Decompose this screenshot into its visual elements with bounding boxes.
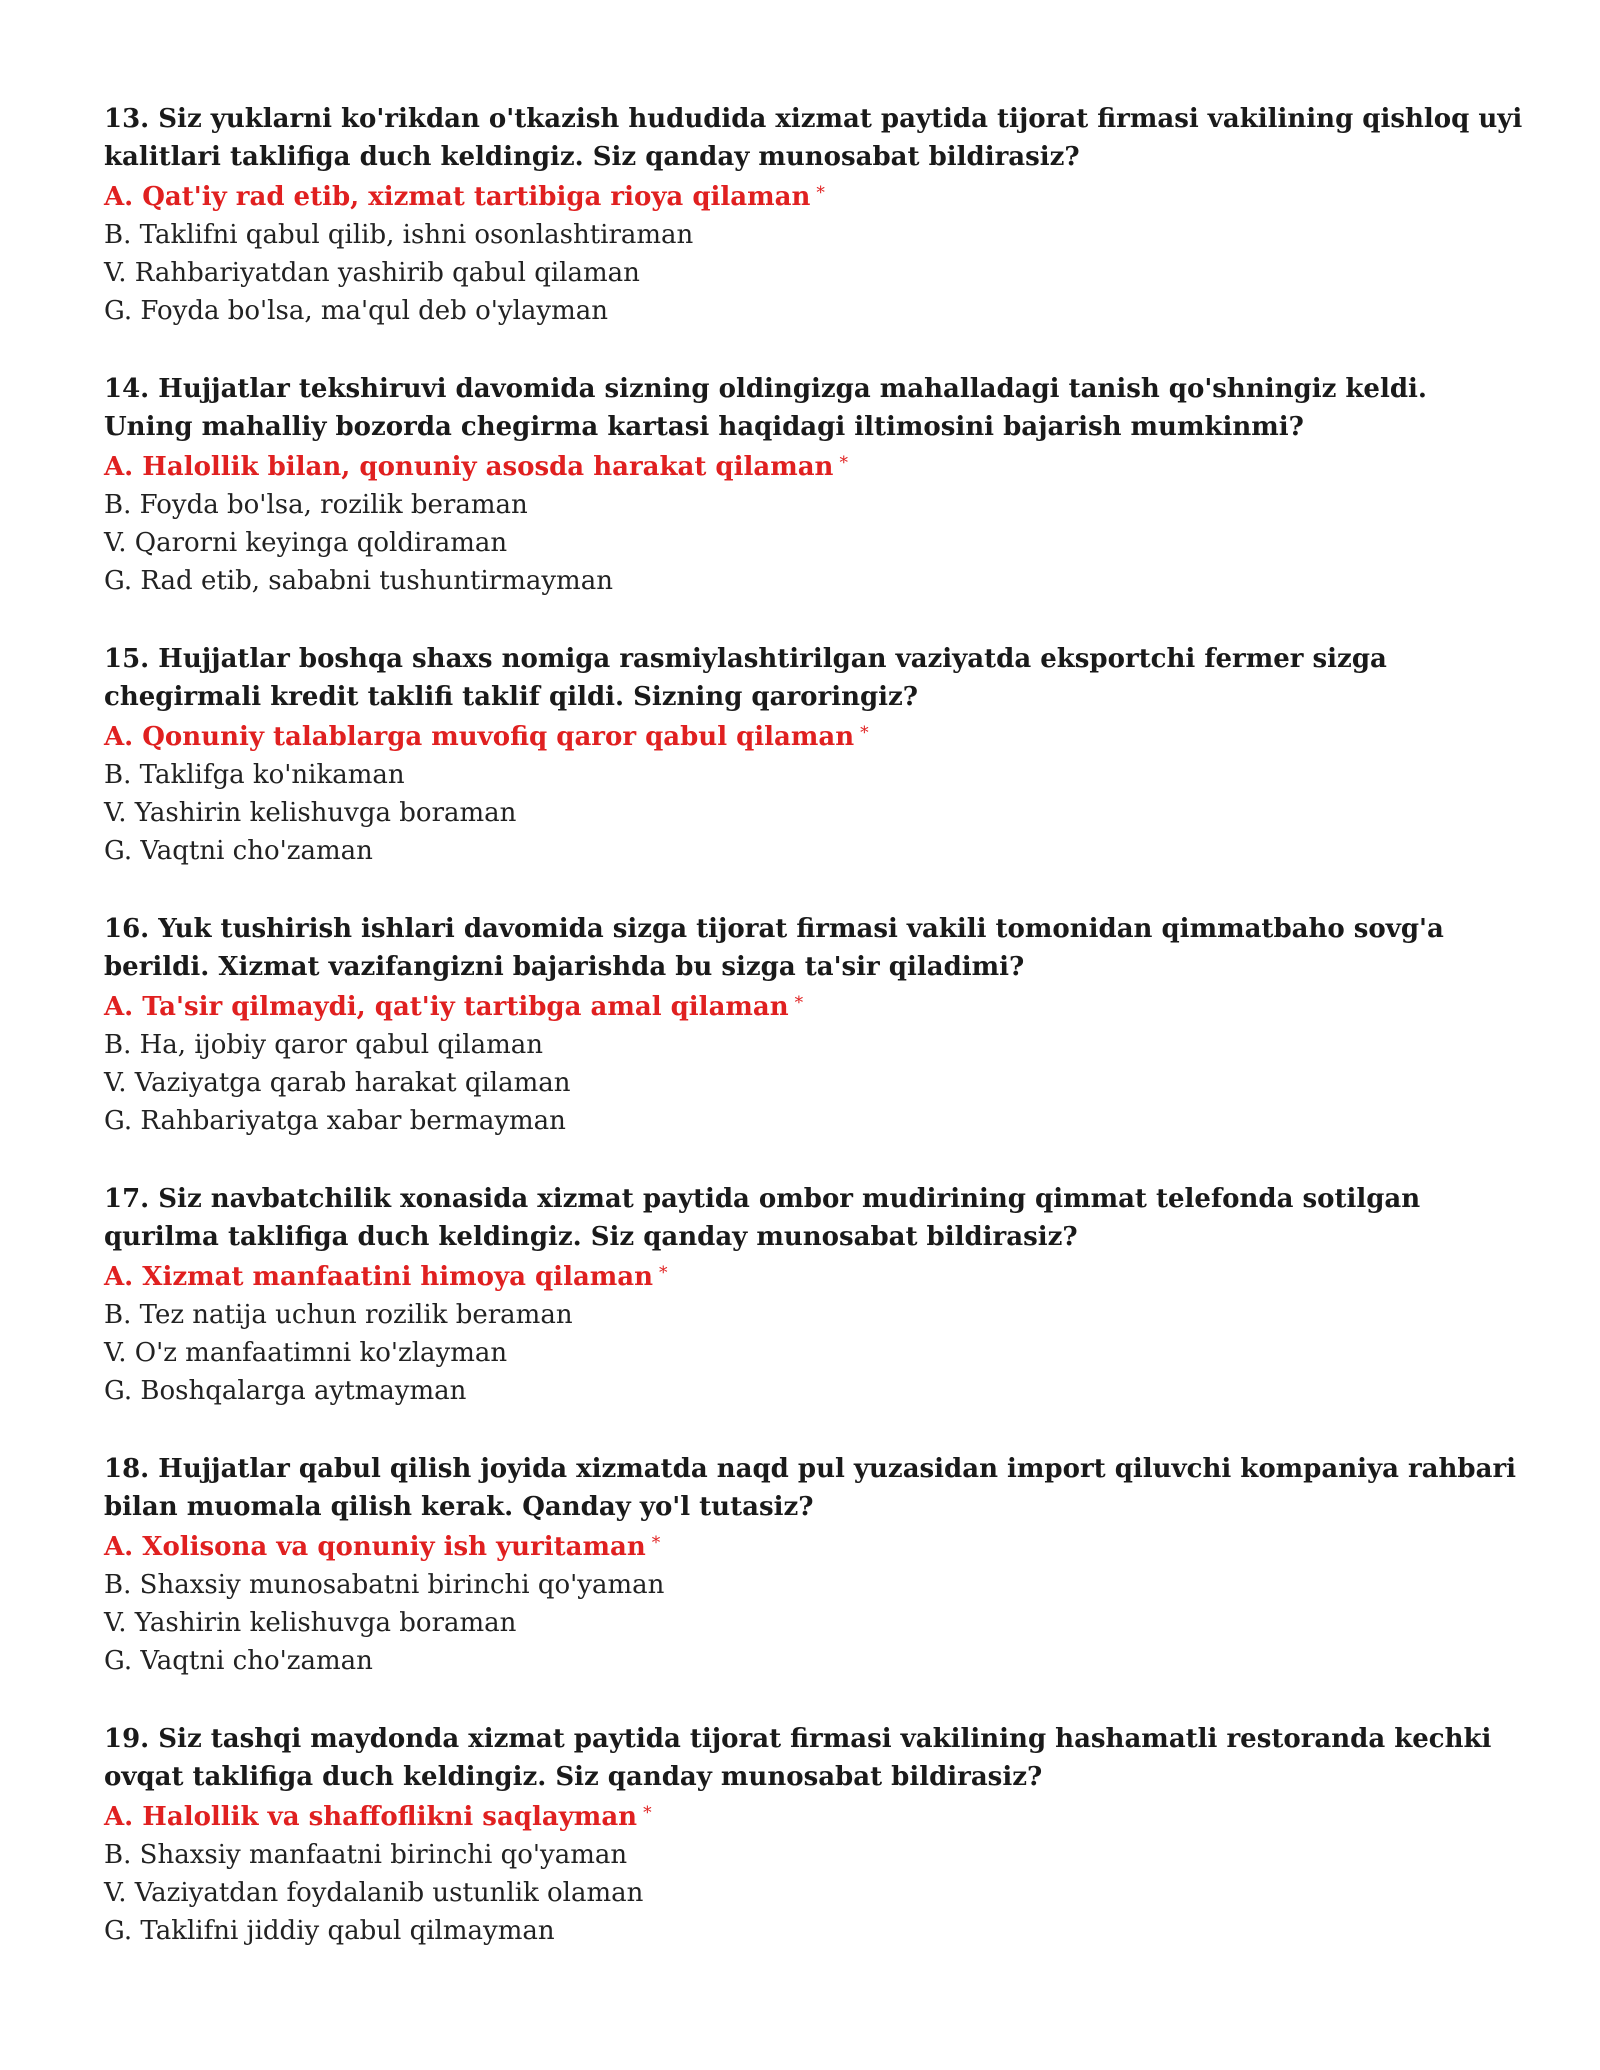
correct-answer-option	[104, 1798, 1524, 1836]
correct-answer-option	[104, 1258, 1524, 1296]
question-block-17	[104, 1180, 1524, 1410]
option-label: A. Ta'sir qilmaydi, qat'iy tartibga amal qilaman	[104, 992, 789, 1022]
question-text: 16. Yuk tushirish ishlari davomida sizga tijorat firmasi vakili tomonidan qimmatbaho sovg'a berildi. Xizmat vazifangizni bajarishda bu sizga ta'sir qiladimi?	[104, 914, 1444, 982]
answer-option-v: V. Yashirin kelishuvga boraman	[104, 798, 517, 828]
answer-option-g: G. Taklifni jiddiy qabul qilmayman	[104, 1916, 555, 1946]
answer-option-v: V. Vaziyatga qarab harakat qilaman	[104, 1068, 571, 1098]
option-label: A. Xolisona va qonuniy ish yuritaman	[104, 1532, 646, 1562]
answer-option-b: B. Taklifni qabul qilib, ishni osonlashtiraman	[104, 220, 694, 250]
option-label: A. Halollik bilan, qonuniy asosda harakat qilaman	[104, 452, 834, 482]
question-block-13	[104, 100, 1524, 330]
question-text: 19. Siz tashqi maydonda xizmat paytida tijorat firmasi vakilining hashamatli restoranda kechki ovqat taklifiga duch keldingiz. Siz qanday munosabat bildirasiz?	[104, 1724, 1492, 1792]
answer-option-g: G. Rad etib, sababni tushuntirmayman	[104, 566, 613, 596]
correct-mark: *	[659, 1263, 668, 1283]
correct-mark: *	[839, 453, 848, 473]
correct-mark: *	[651, 1533, 661, 1553]
correct-answer-option	[104, 1528, 1524, 1566]
answer-option-b: B. Tez natija uchun rozilik beraman	[104, 1300, 573, 1330]
question-block-18	[104, 1450, 1524, 1680]
correct-mark: *	[643, 1803, 652, 1823]
answer-option-v: V. Yashirin kelishuvga boraman	[104, 1608, 517, 1638]
quiz-page	[104, 100, 1524, 1990]
correct-mark: *	[816, 183, 825, 203]
question-text: 13. Siz yuklarni ko'rikdan o'tkazish hududida xizmat paytida tijorat firmasi vakilining qishloq uyi kalitlari taklifiga duch keldingiz. Siz qanday munosabat bildirasiz?	[104, 104, 1523, 172]
answer-option-b: B. Shaxsiy manfaatni birinchi qo'yaman	[104, 1840, 628, 1870]
answer-option-g: G. Rahbariyatga xabar bermayman	[104, 1106, 566, 1136]
answer-option-g: G. Vaqtni cho'zaman	[104, 836, 373, 866]
option-label: A. Halollik va shaffoflikni saqlayman	[104, 1802, 638, 1832]
question-block-15	[104, 640, 1524, 870]
question-text: 18. Hujjatlar qabul qilish joyida xizmatda naqd pul yuzasidan import qiluvchi kompaniya rahbari bilan muomala qilish kerak. Qanday yo'l tutasiz?	[104, 1454, 1517, 1522]
answer-option-g: G. Foyda bo'lsa, ma'qul deb o'ylayman	[104, 296, 608, 326]
question-text: 14. Hujjatlar tekshiruvi davomida sizning oldingizga mahalladagi tanish qo'shningiz keldi. Uning mahalliy bozorda chegirma kartasi haqidagi iltimosini bajarish mumkinmi?	[104, 374, 1427, 442]
correct-mark: *	[860, 723, 869, 743]
question-block-19	[104, 1720, 1524, 1950]
option-label: A. Qat'iy rad etib, xizmat tartibiga rioya qilaman	[104, 182, 811, 212]
correct-answer-option	[104, 718, 1524, 756]
question-block-14	[104, 370, 1524, 600]
answer-option-v: V. O'z manfaatimni ko'zlayman	[104, 1338, 508, 1368]
answer-option-g: G. Boshqalarga aytmayman	[104, 1376, 467, 1406]
answer-option-v: V. Rahbariyatdan yashirib qabul qilaman	[104, 258, 640, 288]
question-text: 15. Hujjatlar boshqa shaxs nomiga rasmiylashtirilgan vaziyatda eksportchi fermer sizga chegirmali kredit taklifi taklif qildi. Sizning qaroringiz?	[104, 644, 1387, 712]
correct-answer-option	[104, 448, 1524, 486]
question-text: 17. Siz navbatchilik xonasida xizmat paytida ombor mudirining qimmat telefonda sotilgan qurilma taklifiga duch keldingiz. Siz qanday munosabat bildirasiz?	[104, 1184, 1421, 1252]
answer-option-b: B. Shaxsiy munosabatni birinchi qo'yaman	[104, 1570, 665, 1600]
question-block-16	[104, 910, 1524, 1140]
answer-option-g: G. Vaqtni cho'zaman	[104, 1646, 373, 1676]
answer-option-b: B. Taklifga ko'nikaman	[104, 760, 405, 790]
option-label: A. Xizmat manfaatini himoya qilaman	[104, 1262, 654, 1292]
correct-answer-option	[104, 178, 1524, 216]
correct-mark: *	[794, 993, 804, 1013]
correct-answer-option	[104, 988, 1524, 1026]
answer-option-v: V. Qarorni keyinga qoldiraman	[104, 528, 508, 558]
option-label: A. Qonuniy talablarga muvofiq qaror qabul qilaman	[104, 722, 855, 752]
answer-option-v: V. Vaziyatdan foydalanib ustunlik olaman	[104, 1878, 644, 1908]
answer-option-b: B. Foyda bo'lsa, rozilik beraman	[104, 490, 528, 520]
answer-option-b: B. Ha, ijobiy qaror qabul qilaman	[104, 1030, 543, 1060]
